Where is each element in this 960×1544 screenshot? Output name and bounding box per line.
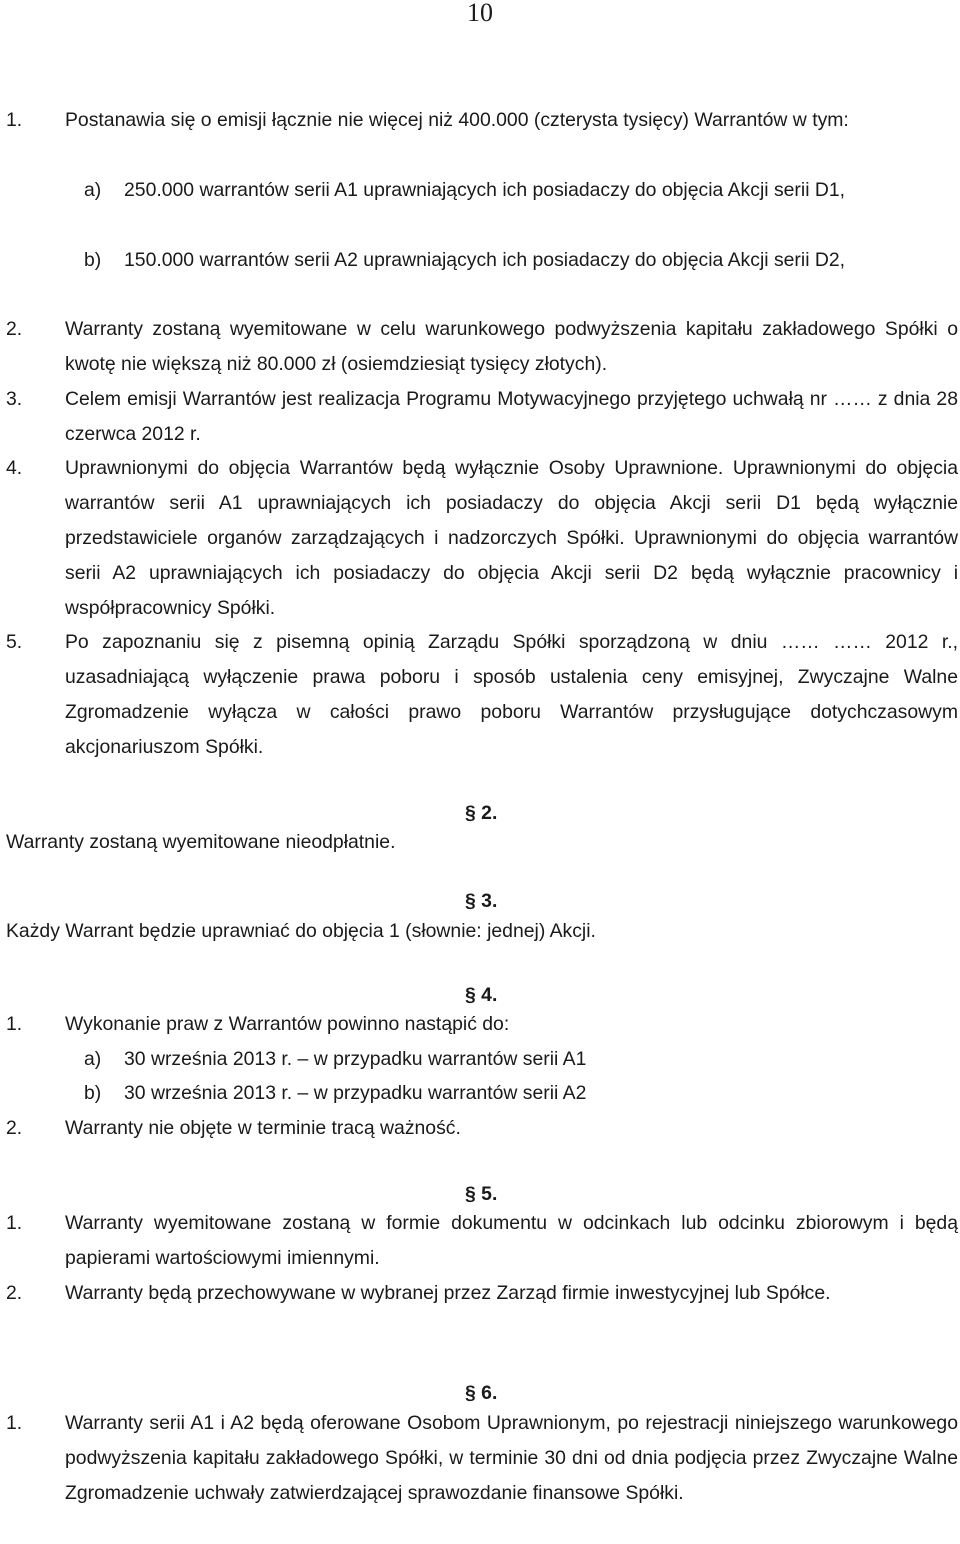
page-number: 10	[467, 0, 493, 27]
item-text: Warranty będą przechowywane w wybranej przez Zarząd firmie inwestycyjnej lub Spółce.	[65, 1282, 831, 1304]
subitem-text: 150.000 warrantów serii A2 uprawniających ich posiadaczy do objęcia Akcji serii D2,	[124, 249, 846, 271]
item-text: Warranty wyemitowane zostaną w formie dokumentu w odcinkach lub odcinku zbiorowym i będą papierami wartościowymi imiennymi.	[65, 1212, 958, 1269]
item-text: Warranty serii A1 i A2 będą oferowane Osobom Uprawnionym, po rejestracji niniejszego warunkowego podwyższenia kapitału zakładowego Spółki, w terminie 30 dni od dnia podjęcia przez Zwyczajne Walne Zgromadzenie uchwały zatwierdzającej sprawozdanie finansowe Spółki.	[65, 1412, 958, 1504]
subitem-label: a)	[84, 179, 102, 201]
section-6-heading: § 6.	[465, 1382, 498, 1404]
s1-item-4	[0, 451, 958, 626]
item-number: 1.	[6, 1412, 23, 1434]
s1-subitem-b	[0, 243, 958, 278]
item-number: 1.	[6, 109, 23, 131]
item-text: Postanawia się o emisji łącznie nie więcej niż 400.000 (czterysta tysięcy) Warrantów w tym:	[65, 109, 849, 131]
subitem-text: 30 września 2013 r. – w przypadku warrantów serii A2	[124, 1082, 587, 1104]
subitem-label: b)	[84, 249, 102, 271]
subitem-label: a)	[84, 1048, 102, 1070]
item-text: Celem emisji Warrantów jest realizacja Programu Motywacyjnego przyjętego uchwałą nr …… z dnia 28 czerwca 2012 r.	[65, 388, 958, 445]
section-3-text: Każdy Warrant będzie uprawniać do objęcia 1 (słownie: jednej) Akcji.	[6, 920, 596, 942]
s1-item-1	[0, 103, 958, 138]
s1-item-2	[0, 312, 958, 382]
item-number: 2.	[6, 1282, 23, 1304]
s4-subitem-a	[0, 1042, 958, 1077]
subitem-label: b)	[84, 1082, 102, 1104]
section-5-heading: § 5.	[465, 1183, 498, 1205]
section-2-text: Warranty zostaną wyemitowane nieodpłatnie.	[6, 831, 396, 853]
section-3-heading: § 3.	[465, 890, 498, 912]
s6-item-1	[0, 1406, 958, 1511]
subitem-text: 250.000 warrantów serii A1 uprawniających ich posiadaczy do objęcia Akcji serii D1,	[124, 179, 846, 201]
item-text: Warranty zostaną wyemitowane w celu warunkowego podwyższenia kapitału zakładowego Spółki o kwotę nie większą niż 80.000 zł (osiemdziesiąt tysięcy złotych).	[65, 318, 958, 375]
s1-subitem-a	[0, 173, 958, 208]
subitem-text: 30 września 2013 r. – w przypadku warrantów serii A1	[124, 1048, 587, 1070]
s5-item-2	[0, 1276, 958, 1311]
item-number: 1.	[6, 1013, 23, 1035]
section-2-heading: § 2.	[465, 802, 498, 824]
item-number: 1.	[6, 1212, 23, 1234]
s4-subitem-b	[0, 1076, 958, 1111]
item-text: Uprawnionymi do objęcia Warrantów będą wyłącznie Osoby Uprawnione. Uprawnionymi do objęcia warrantów serii A1 uprawniających ich posiadaczy do objęcia Akcji serii D1 będą wyłącznie przedstawiciele organów zarządzających i nadzorczych Spółki. Uprawnionymi do objęcia warrantów serii A2 uprawniających ich posiadaczy do objęcia Akcji serii D2 będą wyłącznie pracownicy i współpracownicy Spółki.	[65, 457, 958, 619]
s4-item-2	[0, 1111, 958, 1146]
s1-item-5	[0, 625, 958, 765]
item-number: 4.	[6, 457, 23, 479]
s1-item-3	[0, 382, 958, 452]
section-4-heading: § 4.	[465, 984, 498, 1006]
item-number: 3.	[6, 388, 23, 410]
item-number: 5.	[6, 631, 23, 653]
s5-item-1	[0, 1206, 958, 1276]
s4-item-1	[0, 1007, 958, 1042]
item-text: Wykonanie praw z Warrantów powinno nastąpić do:	[65, 1013, 510, 1035]
item-number: 2.	[6, 1117, 23, 1139]
item-text: Po zapoznaniu się z pisemną opinią Zarządu Spółki sporządzoną w dniu …… …… 2012 r., uzasadniającą wyłączenie prawa poboru i sposób ustalenia ceny emisyjnej, Zwyczajne Walne Zgromadzenie wyłącza w całości prawo poboru Warrantów przysługujące dotychczasowym akcjonariuszom Spółki.	[65, 631, 958, 758]
item-text: Warranty nie objęte w terminie tracą ważność.	[65, 1117, 461, 1139]
item-number: 2.	[6, 318, 23, 340]
